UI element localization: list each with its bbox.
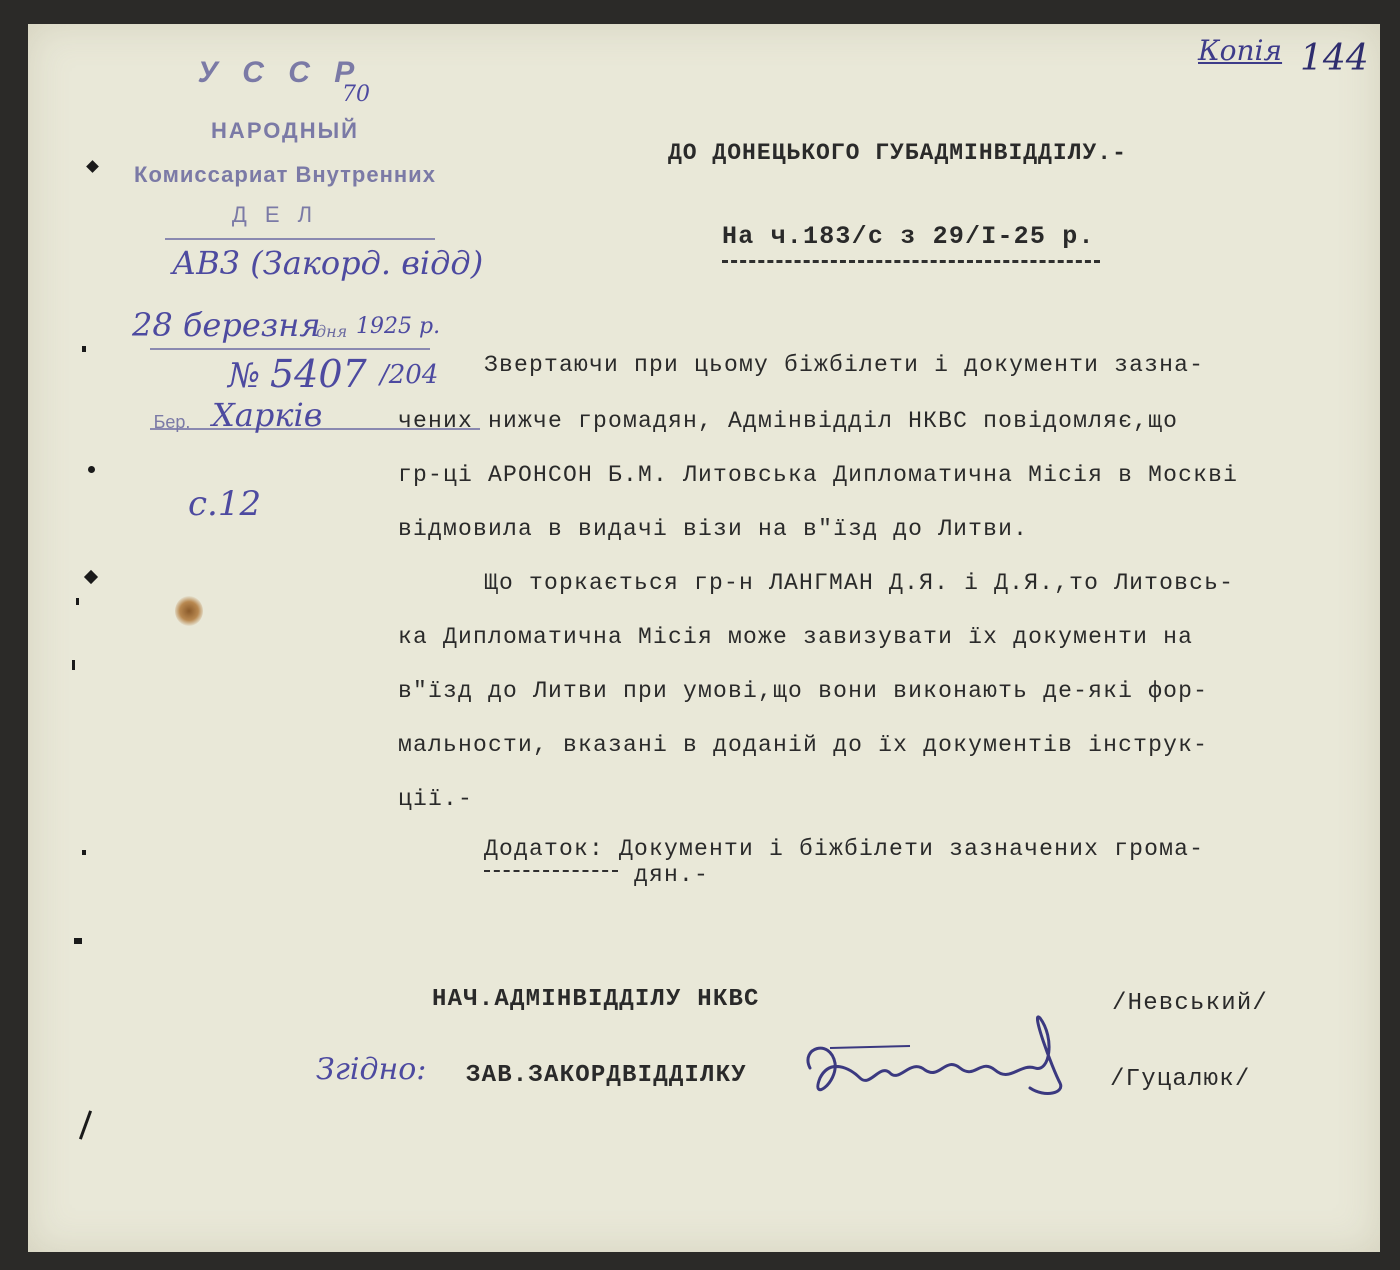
reference-line: На ч.183/с з 29/I-25 р.	[722, 222, 1095, 251]
page-number: 144	[1300, 38, 1369, 79]
addressee-line: ДО ДОНЕЦЬКОГО ГУБАДМІНВІДДІЛУ.-	[668, 140, 1127, 166]
attachment-line-1: Додаток: Документи і біжбілети зазначених грома-	[484, 836, 1205, 862]
paragraph-1-line-4: відмовила в видачі візи на в"їзд до Литви.	[398, 516, 1029, 542]
copy-label: Копія	[1198, 34, 1283, 67]
city-handwritten: Харків	[212, 396, 323, 434]
paragraph-2-line-2: ка Дипломатична Місія може завизувати їх документи на	[398, 624, 1194, 650]
margin-mark	[74, 938, 82, 944]
paragraph-1-line-1: Звертаючи при цьому біжбілети і документи зазна-	[484, 352, 1205, 378]
paragraph-2-line-5: ції.-	[398, 786, 474, 812]
date-handwritten: 28 березня	[132, 306, 321, 344]
stamp-line-4: Д Е Л	[231, 202, 319, 227]
correction-mark: 70	[342, 82, 370, 107]
paragraph-2-line-3: в"їзд до Литви при умові,що вони виконають де-які фор-	[398, 678, 1209, 704]
paragraph-2-line-4: мальности, вказані в доданій до їх документів інструк-	[398, 732, 1209, 758]
year-note: дня	[316, 322, 348, 341]
head-title: НАЧ.АДМІНВІДДІЛУ НКВС	[432, 986, 760, 1013]
margin-mark	[88, 466, 95, 473]
head-name: /Невський/	[1112, 990, 1269, 1017]
margin-mark	[82, 346, 86, 352]
number-prefix: №	[228, 356, 261, 396]
dept-handwritten: АВ3 (Закорд. відд)	[172, 244, 484, 282]
stamp-line-3: Комиссариат Внутренних	[134, 162, 436, 187]
stamp-underline	[165, 238, 435, 240]
attachment-line-2: дян.-	[634, 862, 710, 888]
dept-title: ЗАВ.ЗАКОРДВІДДІЛКУ	[466, 1062, 747, 1089]
attachment-underline	[484, 870, 618, 872]
sheet-number: с.12	[188, 484, 262, 524]
year-handwritten: 1925 р.	[356, 314, 441, 339]
handwritten-signature	[790, 1008, 1080, 1108]
margin-mark	[72, 660, 75, 670]
paragraph-1-line-3: гр-ці АРОНСОН Б.М. Литовська Дипломатична Місія в Москві	[398, 462, 1239, 488]
stamp-underline	[150, 348, 430, 350]
number-suffix: /204	[380, 360, 439, 390]
agreed-label: Згідно:	[316, 1052, 427, 1087]
margin-mark	[76, 598, 79, 605]
dept-name: /Гуцалюк/	[1110, 1066, 1251, 1093]
stamp-line-2: НАРОДНЫЙ	[211, 118, 359, 143]
paragraph-1-line-2: чених нижче громадян, Адмінвідділ НКВС повідомляє,що	[398, 408, 1179, 434]
reference-underline	[722, 260, 1100, 263]
number-handwritten: 5407	[270, 352, 367, 396]
stamp-prefix: Бер.	[153, 412, 191, 432]
rust-stain	[175, 596, 203, 626]
stamp-header: У С С Р	[197, 56, 363, 89]
paragraph-2-line-1: Що торкається гр-н ЛАНГМАН Д.Я. і Д.Я.,то Литовсь-	[484, 570, 1235, 596]
margin-mark	[82, 850, 86, 855]
